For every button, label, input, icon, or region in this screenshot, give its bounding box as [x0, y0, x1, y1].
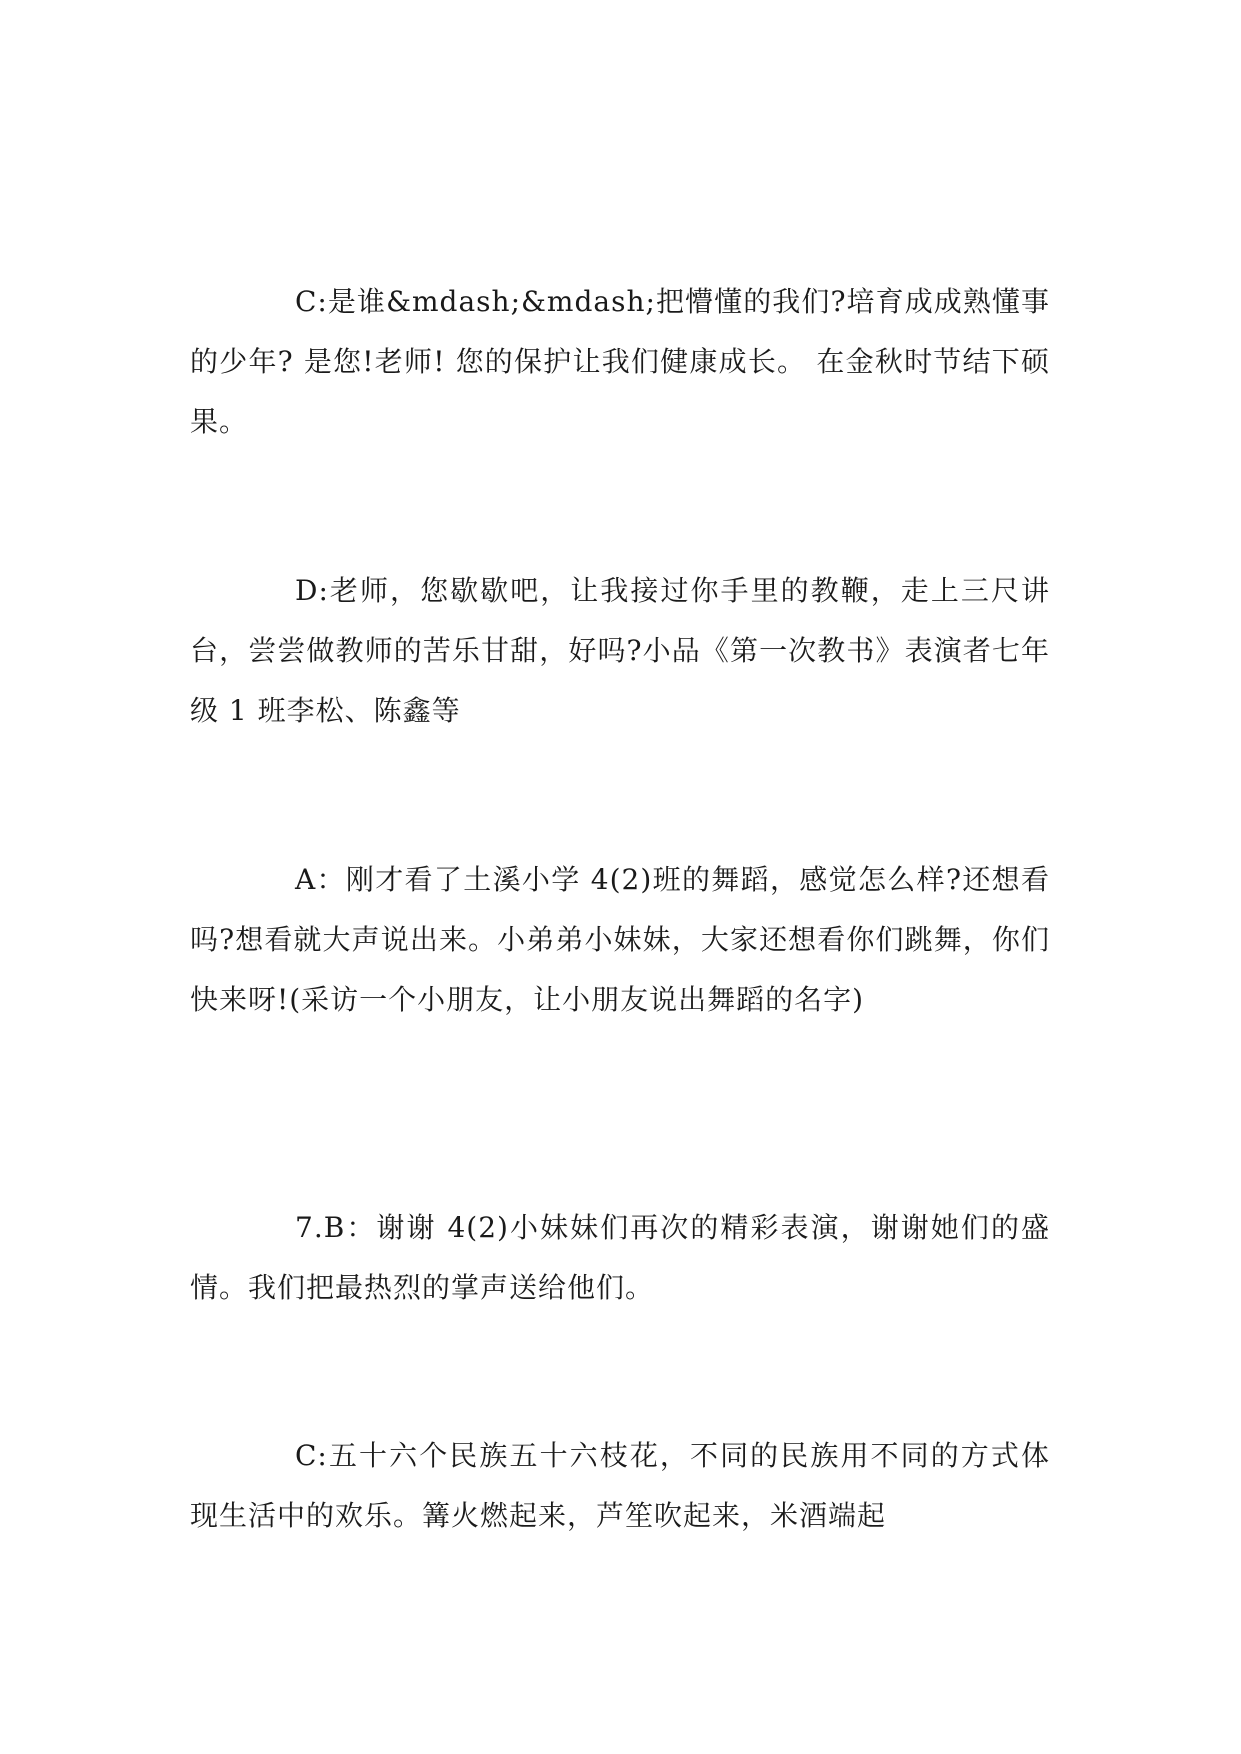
- paragraph-host-c-teacher-thanks: C:是谁&mdash;&mdash;把懵懂的我们?培育成成熟懂事的少年? 是您!老师! 您的保护让我们健康成长。 在金秋时节结下硕果。: [190, 285, 1050, 438]
- paragraph-host-d-sketch-intro: D:老师，您歇歇吧，让我接过你手里的教鞭，走上三尺讲台，尝尝做教师的苦乐甘甜，好吗?小品《第一次教书》表演者七年级 1 班李松、陈鑫等: [190, 574, 1050, 727]
- paragraph-host-a-dance-interview: A：刚才看了土溪小学 4(2)班的舞蹈，感觉怎么样?还想看吗?想看就大声说出来。小弟弟小妹妹，大家还想看你们跳舞，你们快来呀!(采访一个小朋友，让小朋友说出舞蹈的名字): [190, 863, 1050, 1016]
- paragraph-host-c-ethnic-celebration: C:五十六个民族五十六枝花，不同的民族用不同的方式体现生活中的欢乐。篝火燃起来，芦笙吹起来，米酒端起: [190, 1439, 1050, 1532]
- paragraph-host-b-thanks-performance: 7.B：谢谢 4(2)小妹妹们再次的精彩表演，谢谢她们的盛情。我们把最热烈的掌声送给他们。: [190, 1211, 1050, 1304]
